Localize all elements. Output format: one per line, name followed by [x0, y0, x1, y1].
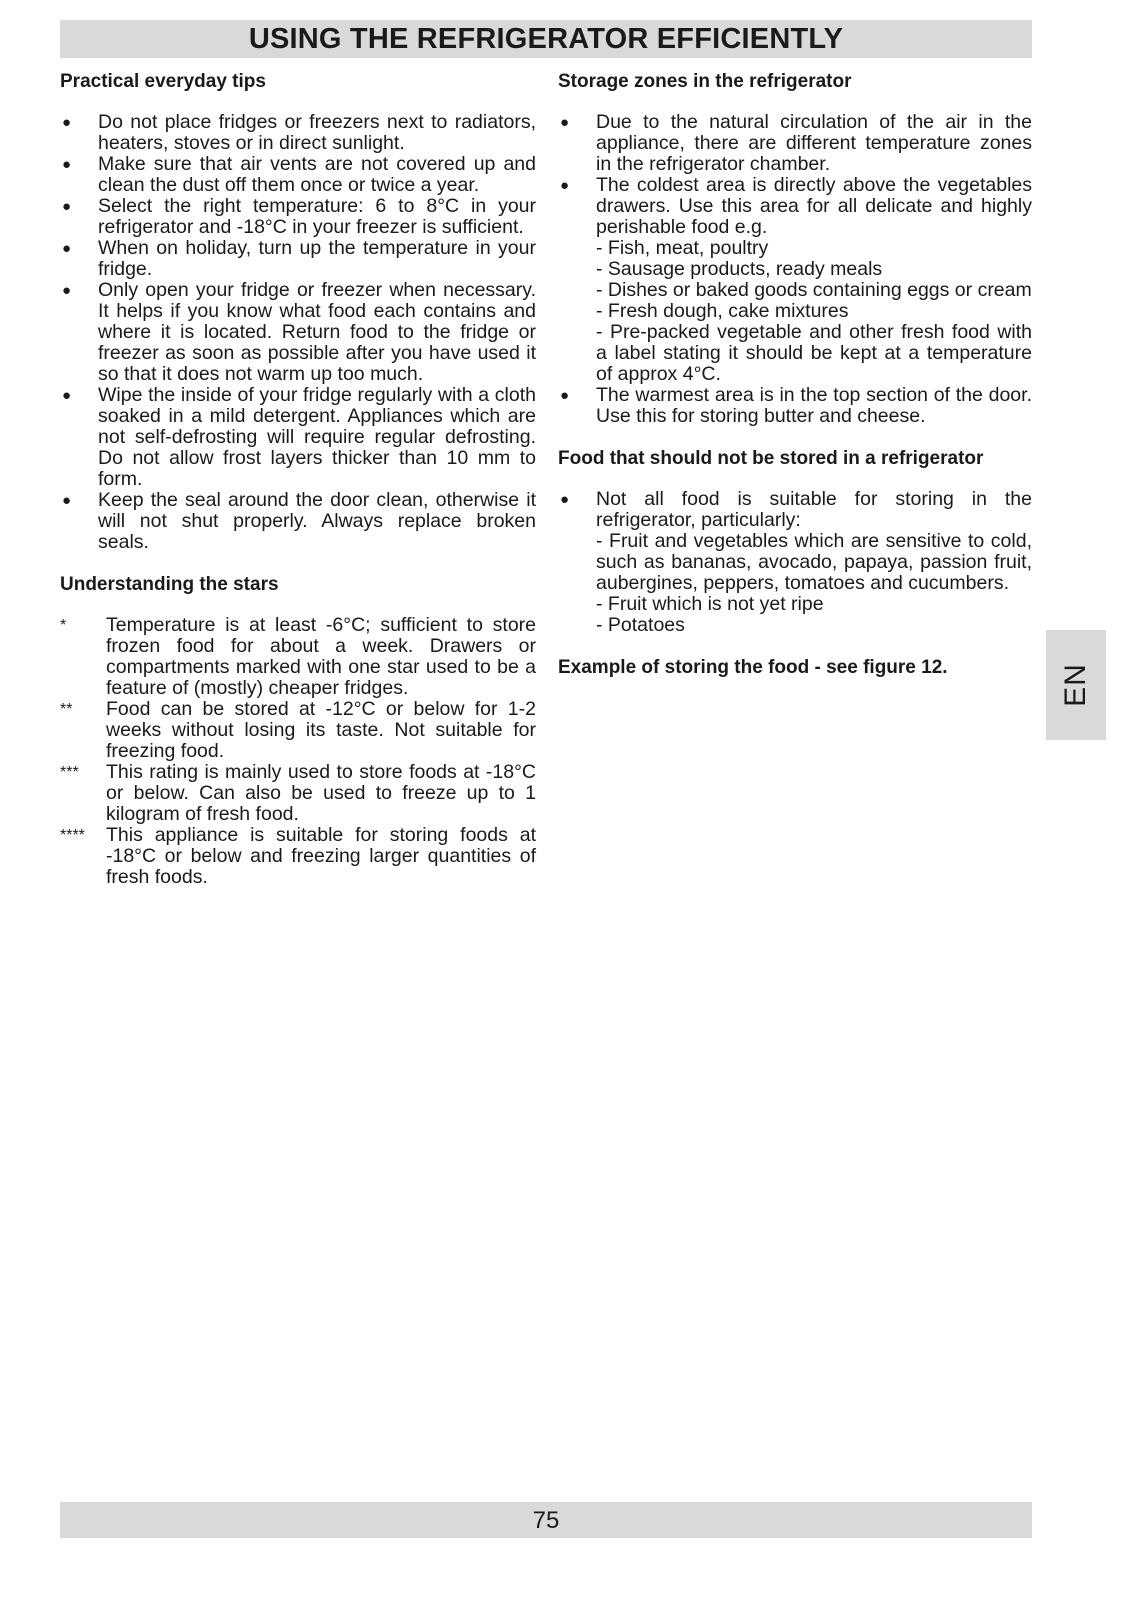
bullet-icon: ●	[62, 240, 72, 257]
sub-item: - Fruit which is not yet ripe	[596, 593, 824, 615]
language-tab	[1046, 630, 1106, 740]
sub-item: - Pre-packed vegetable and other fresh food with a label stating it should be kept at a temperature of approx 4°C.	[596, 321, 1032, 385]
page-title: USING THE REFRIGERATOR EFFICIENTLY	[60, 20, 1032, 58]
page-number: 75	[60, 1502, 1032, 1538]
bullet-icon: ●	[62, 387, 72, 404]
bullet-icon: ●	[560, 114, 570, 131]
star-rating-item: *** This rating is mainly used to store foods at -18°C or below. Can also be used to freeze up to 1 kilogram of fresh food.	[60, 761, 536, 825]
list-item: ● Do not place fridges or freezers next to radiators, heaters, stoves or in direct sunlight.	[62, 111, 536, 154]
bullet-icon: ●	[62, 198, 72, 215]
not-stored-heading: Food that should not be stored in a refrigerator	[558, 448, 984, 469]
stars-heading: Understanding the stars	[60, 574, 279, 595]
language-tab-label: EN	[1059, 663, 1092, 707]
zones-heading: Storage zones in the refrigerator	[558, 71, 852, 92]
list-item: ● When on holiday, turn up the temperature in your fridge.	[62, 237, 536, 280]
bullet-icon: ●	[62, 156, 72, 173]
list-item: ● The coldest area is directly above the vegetables drawers. Use this area for all delicate and highly perishable food e.g. - Fish, meat, poultry - Sausage products, ready meals - Dishes or baked goods containing eggs or cream - Fresh dough, cake mixtures - Pre-packed vegetable and other fresh food with a label stating it should be kept at a temperature of approx 4°C.	[560, 174, 1032, 385]
right-column	[558, 70, 1032, 698]
not-stored-list	[558, 489, 1032, 636]
list-item: ● The warmest area is in the top section of the door. Use this for storing butter and cheese.	[560, 384, 1032, 427]
list-item: ● Make sure that air vents are not covered up and clean the dust off them once or twice a year.	[62, 153, 536, 196]
list-item: ● Select the right temperature: 6 to 8°C in your refrigerator and -18°C in your freezer is sufficient.	[62, 195, 536, 238]
tips-list	[60, 112, 536, 553]
list-item: ● Due to the natural circulation of the air in the appliance, there are different temperature zones in the refrigerator chamber.	[560, 111, 1032, 175]
star-mark: ****	[60, 827, 85, 844]
list-item: ● Not all food is suitable for storing in the refrigerator, particularly: - Fruit and vegetables which are sensitive to cold, such as bananas, avocado, papaya, passion fruit, aubergines, peppers, tomatoes and cucumbers. - Fruit which is not yet ripe - Potatoes	[560, 488, 1032, 636]
bullet-icon: ●	[560, 387, 570, 404]
list-item: ● Keep the seal around the door clean, otherwise it will not shut properly. Always replace broken seals.	[62, 489, 536, 553]
star-mark: *	[60, 617, 67, 634]
bullet-icon: ●	[62, 492, 72, 509]
list-item: ● Only open your fridge or freezer when necessary. It helps if you know what food each contains and where it is located. Return food to the fridge or freezer as soon as possible after you have used it so that it does not warm up too much.	[62, 279, 536, 385]
bullet-icon: ●	[560, 177, 570, 194]
bullet-icon: ●	[560, 491, 570, 508]
bullet-icon: ●	[62, 282, 72, 299]
sub-item: - Sausage products, ready meals	[596, 258, 883, 280]
zones-list	[558, 112, 1032, 427]
sub-item: - Dishes or baked goods containing eggs or cream	[596, 279, 1032, 301]
sub-item: - Potatoes	[596, 614, 685, 636]
star-mark: **	[60, 701, 73, 718]
left-column	[60, 70, 536, 888]
example-heading: Example of storing the food - see figure 12.	[558, 657, 948, 678]
sub-item: - Fresh dough, cake mixtures	[596, 300, 849, 322]
tips-heading: Practical everyday tips	[60, 71, 266, 92]
star-rating-item: ** Food can be stored at -12°C or below for 1-2 weeks without losing its taste. Not suitable for freezing food.	[60, 698, 536, 762]
list-item: ● Wipe the inside of your fridge regularly with a cloth soaked in a mild detergent. Appliances which are not self-defrosting will require regular defrosting. Do not allow frost layers thicker than 10 mm to form.	[62, 384, 536, 490]
bullet-icon: ●	[62, 114, 72, 131]
star-rating-item: * Temperature is at least -6°C; sufficient to store frozen food for about a week. Drawers or compartments marked with one star used to be a feature of (mostly) cheaper fridges.	[60, 614, 536, 699]
sub-item: - Fruit and vegetables which are sensitive to cold, such as bananas, avocado, papaya, passion fruit, aubergines, peppers, tomatoes and cucumbers.	[596, 530, 1032, 594]
stars-list	[60, 615, 536, 888]
sub-item: - Fish, meat, poultry	[596, 237, 769, 259]
star-rating-item: **** This appliance is suitable for storing foods at -18°C or below and freezing larger quantities of fresh foods.	[60, 824, 536, 888]
star-mark: ***	[60, 764, 79, 781]
